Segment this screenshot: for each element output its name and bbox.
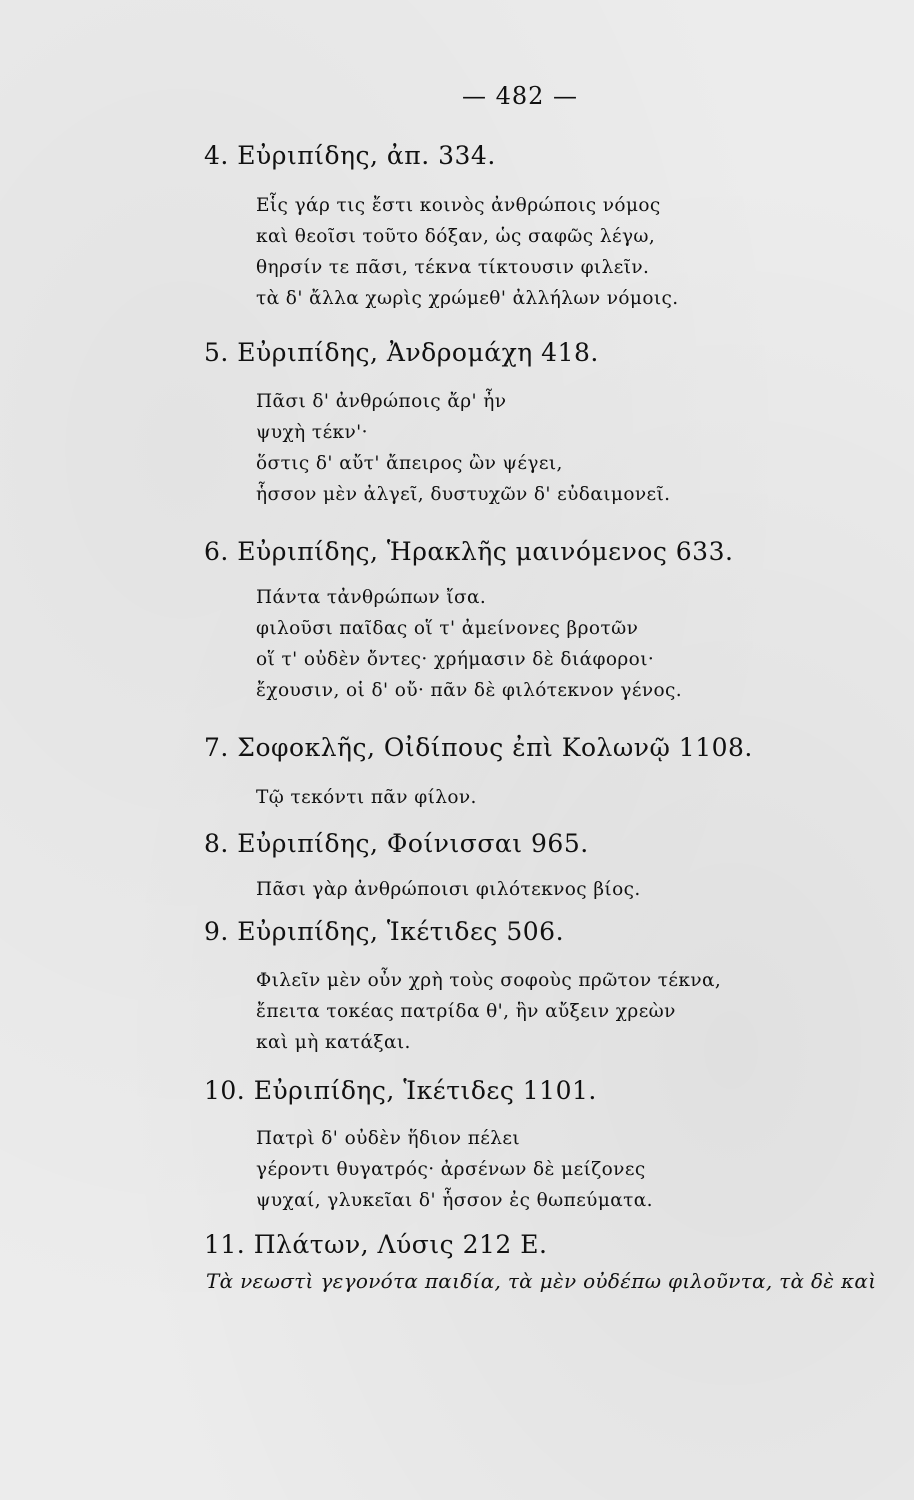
page-number: — 482 — [461,82,579,110]
verse-block [256,782,477,813]
verse-line: ψυχὴ τέκν'· [256,422,368,443]
verse-line: Φιλεῖν μὲν οὖν χρὴ τοὺς σοφοὺς πρῶτον τέκνα, [256,970,722,991]
verse-line: Πᾶσι δ' ἀνθρώποις ἄρ' ἦν [256,391,507,412]
verse-block [256,582,682,706]
verse-line: Πᾶσι γὰρ ἀνθρώποισι φιλότεκνος βίος. [256,879,641,900]
verse-block [256,386,670,510]
verse-line: τὰ δ' ἄλλα χωρὶς χρώμεθ' ἀλλήλων νόμοις. [256,288,679,309]
verse-line: ἔχουσιν, οἱ δ' οὔ· πᾶν δὲ φιλότεκνον γένος. [256,680,683,701]
verse-line: φιλοῦσι παῖδας οἵ τ' ἀμείνονες βροτῶν [256,618,639,639]
entry-heading: 7. Σοφοκλῆς, Οἰδίπους ἐπὶ Κολωνῷ 1108. [204,733,753,762]
verse-line: ἧσσον μὲν ἀλγεῖ, δυστυχῶν δ' εὐδαιμονεῖ. [256,484,671,505]
verse-line: ψυχαί, γλυκεῖαι δ' ἧσσον ἐς θωπεύματα. [256,1190,653,1211]
entry-heading: 10. Εὐριπίδης, Ἱκέτιδες 1101. [204,1076,597,1105]
entry-heading: 8. Εὐριπίδης, Φοίνισσαι 965. [204,829,589,858]
verse-block [256,965,721,1058]
verse-line: Πάντα τἀνθρώπων ἴσα. [256,587,487,608]
verse-line: γέροντι θυγατρός· ἀρσένων δὲ μείζονες [256,1159,646,1180]
verse-line: Πατρὶ δ' οὐδὲν ἥδιον πέλει [256,1128,520,1149]
verse-block [256,874,641,905]
verse-line: καὶ μὴ κατάξαι. [256,1032,411,1053]
verse-block [256,190,679,314]
verse-line: Τῷ τεκόντι πᾶν φίλον. [256,787,477,808]
entry-heading: 6. Εὐριπίδης, Ἡρακλῆς μαινόμενος 633. [204,537,734,566]
entry-heading: 11. Πλάτων, Λύσις 212 Ε. [204,1230,548,1259]
verse-line: θηρσίν τε πᾶσι, τέκνα τίκτουσιν φιλεῖν. [256,257,650,278]
verse-line: οἵ τ' οὐδὲν ὄντες· χρήμασιν δὲ διάφοροι· [256,649,655,670]
entry-heading: 5. Εὐριπίδης, Ἀνδρομάχη 418. [204,338,599,367]
entry-heading: 4. Εὐριπίδης, ἀπ. 334. [204,141,496,170]
prose-line: Τὰ νεωστὶ γεγονότα παιδία, τὰ μὲν οὐδέπω φιλοῦντα, τὰ δὲ καὶ [206,1269,877,1293]
verse-line: Εἷς γάρ τις ἔστι κοινὸς ἀνθρώποις νόμος [256,195,661,216]
entry-heading: 9. Εὐριπίδης, Ἱκέτιδες 506. [204,917,565,946]
verse-line: ἔπειτα τοκέας πατρίδα θ', ἣν αὔξειν χρεὼν [256,1001,676,1022]
verse-line: ὅστις δ' αὔτ' ἄπειρος ὢν ψέγει, [256,453,563,474]
verse-line: καὶ θεοῖσι τοῦτο δόξαν, ὡς σαφῶς λέγω, [256,226,656,247]
verse-block [256,1123,653,1216]
